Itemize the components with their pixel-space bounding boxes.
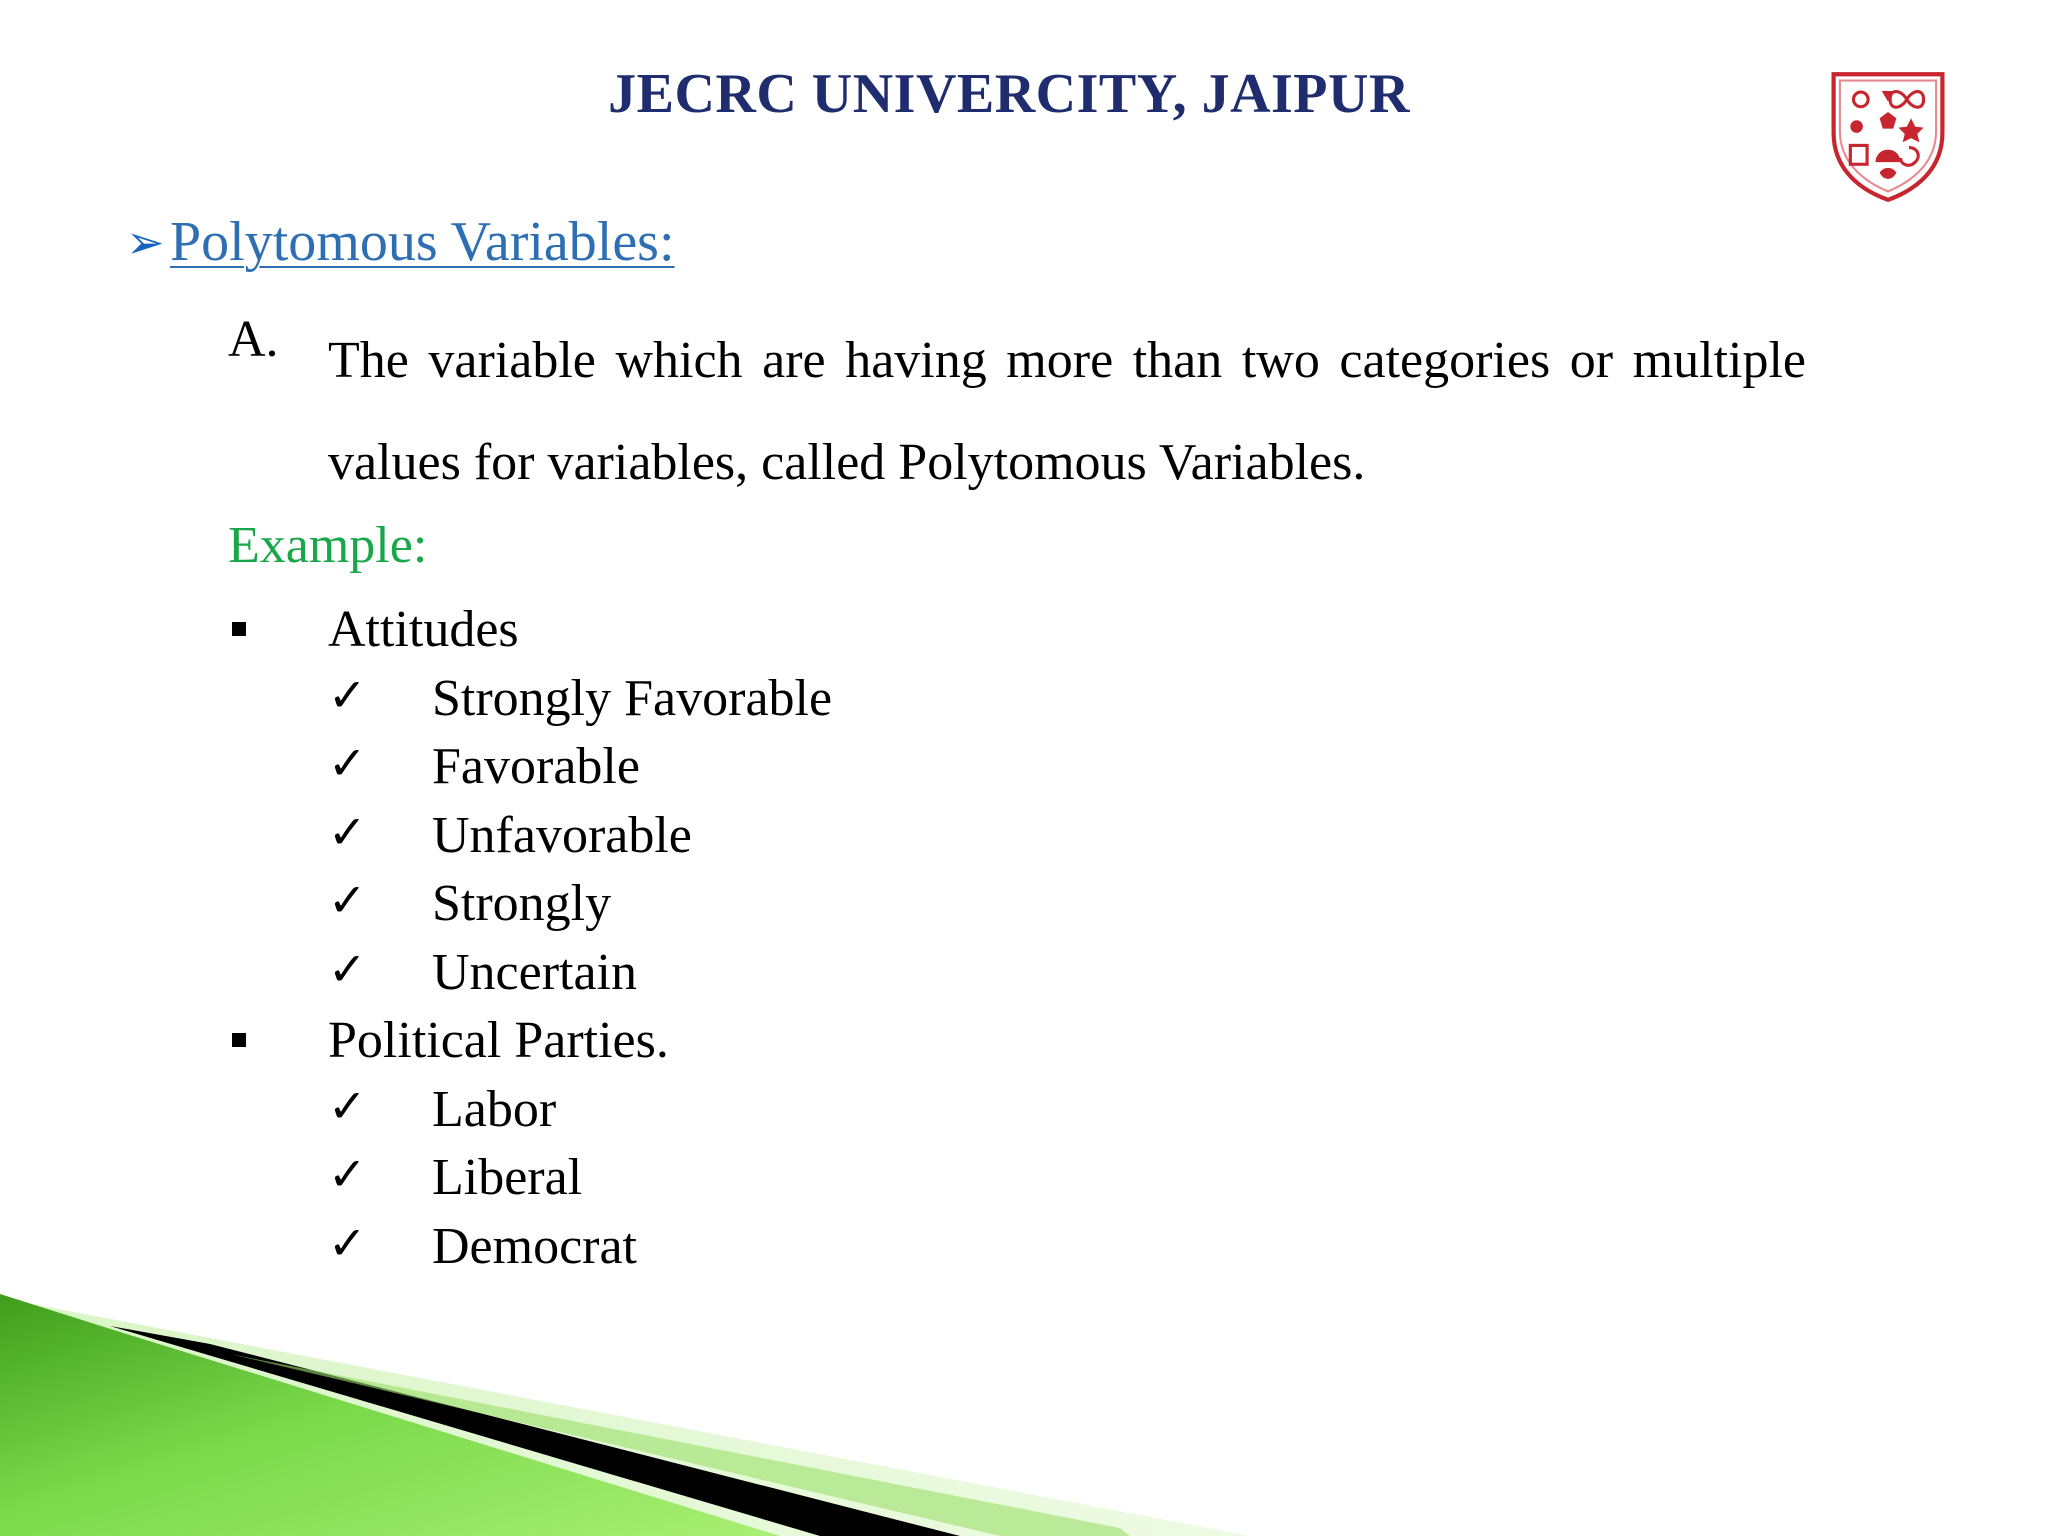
sub-item-label: Favorable (432, 738, 640, 795)
corner-swoosh-decoration (0, 1280, 2048, 1536)
list-item (228, 665, 1428, 734)
checkmark-icon: ✓ (328, 804, 367, 859)
list-item (228, 1076, 1428, 1145)
list-item (228, 1213, 1428, 1282)
checkmark-icon: ✓ (328, 1078, 367, 1133)
definition-marker: A. (228, 311, 279, 368)
group-label: Attitudes (328, 601, 519, 658)
university-crest-icon (1820, 68, 1956, 204)
square-bullet-icon (232, 1033, 246, 1047)
sub-item-label: Unfavorable (432, 806, 692, 864)
group-label: Political Parties. (328, 1012, 669, 1069)
checkmark-icon: ✓ (328, 667, 367, 722)
sub-item-label: Uncertain (432, 943, 638, 1001)
list-item (228, 870, 1428, 939)
list-item (228, 939, 1428, 1008)
sub-item-label: Strongly Favorable (432, 669, 833, 727)
checkmark-icon: ✓ (328, 1147, 367, 1201)
checkmark-icon: ✓ (328, 941, 367, 996)
section-heading (126, 210, 675, 275)
definition-text: The variable which are having more than two categories or multiple values for variables, called Polytomous Variables. (328, 332, 1806, 491)
sub-item-label: Strongly (432, 875, 612, 932)
square-bullet-icon (232, 622, 246, 636)
sub-item-label: Labor (432, 1080, 557, 1138)
list-item (228, 1007, 1428, 1076)
list-item (228, 1144, 1428, 1213)
list-item (228, 802, 1428, 871)
list-item (228, 733, 1428, 802)
section-heading-text: Polytomous Variables: (170, 211, 675, 273)
sub-item-label: Democrat (432, 1217, 638, 1275)
checkmark-icon: ✓ (328, 1215, 367, 1270)
sub-item-label: Liberal (432, 1149, 583, 1206)
checkmark-icon: ✓ (328, 736, 367, 790)
list-item (228, 596, 1428, 665)
arrow-bullet-icon: ➢ (126, 217, 165, 268)
example-label: Example: (228, 517, 428, 574)
example-list (228, 596, 1428, 1281)
checkmark-icon: ✓ (328, 873, 367, 927)
page-title: JECRC UNIVERCITY, JAIPUR (608, 63, 1410, 125)
